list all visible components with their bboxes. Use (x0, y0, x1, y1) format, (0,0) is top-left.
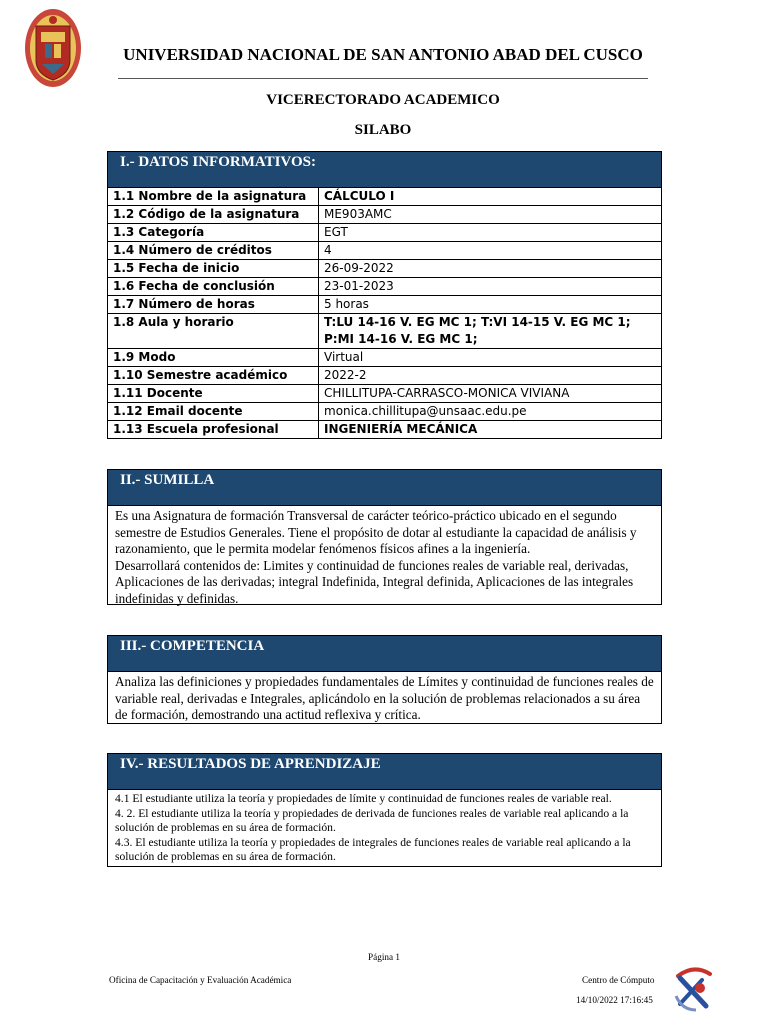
table-row (108, 385, 662, 403)
table-row (108, 349, 662, 367)
office-title: VICERECTORADO ACADEMICO (266, 92, 500, 108)
table-row (108, 224, 662, 242)
row-label: 1.6 Fecha de conclusión (108, 278, 319, 296)
table-row (108, 367, 662, 385)
university-crest-logo (24, 8, 82, 88)
row-value: 2022-2 (319, 367, 662, 385)
section-1-header (107, 151, 662, 188)
row-value: 4 (319, 242, 662, 260)
section-1-title: I.- DATOS INFORMATIVOS: (120, 154, 316, 170)
table-row (108, 206, 662, 224)
row-label: 1.13 Escuela profesional (108, 421, 319, 439)
list-item: 4.3. El estudiante utiliza la teoría y propiedades de integrales de funciones reales de variable real aplicando a la solución de problemas en su área de formación. (115, 835, 631, 863)
section-3-header (107, 635, 662, 672)
university-name: UNIVERSIDAD NACIONAL DE SAN ANTONIO ABAD DEL CUSCO (123, 45, 643, 64)
table-row (108, 314, 662, 349)
row-value: CHILLITUPA-CARRASCO-MONICA VIVIANA (319, 385, 662, 403)
row-label: 1.2 Código de la asignatura (108, 206, 319, 224)
row-value: EGT (319, 224, 662, 242)
competencia-text-box (107, 671, 662, 724)
row-label: 1.9 Modo (108, 349, 319, 367)
row-value: 23-01-2023 (319, 278, 662, 296)
section-4-title: IV.- RESULTADOS DE APRENDIZAJE (120, 756, 381, 772)
row-value: ME903AMC (319, 206, 662, 224)
footer-timestamp: 14/10/2022 17:16:45 (576, 995, 653, 1005)
list-item: 4.1 El estudiante utiliza la teoría y propiedades de límite y continuidad de funciones reales de variable real. (115, 792, 612, 805)
footer-center: Centro de Cómputo (582, 975, 655, 985)
section-3-title: III.- COMPETENCIA (120, 638, 265, 654)
row-label: 1.11 Docente (108, 385, 319, 403)
competencia-paragraph: Analiza las definiciones y propiedades fundamentales de Límites y continuidad de funciones reales de variable real, derivadas e Integrales, aplicándolo en la solución de problemas relacionados a su área de formación, demostrando una actitud reflexiva y crítica. (115, 674, 654, 723)
row-label: 1.3 Categoría (108, 224, 319, 242)
row-value: 26-09-2022 (319, 260, 662, 278)
row-value: CÁLCULO I (319, 188, 662, 206)
row-value: Virtual (319, 349, 662, 367)
sumilla-paragraph-2: Desarrollará contenidos de: Limites y continuidad de funciones reales de variable real, derivadas, Aplicaciones de las derivadas; integral Indefinida, Integral definida, Aplicaciones de las integrales indefinidas y definidas. (115, 557, 634, 606)
row-label: 1.4 Número de créditos (108, 242, 319, 260)
table-row (108, 296, 662, 314)
table-row (108, 188, 662, 206)
row-label: 1.10 Semestre académico (108, 367, 319, 385)
section-2-header (107, 469, 662, 506)
table-row (108, 421, 662, 439)
row-value: T:LU 14-16 V. EG MC 1; T:VI 14-15 V. EG MC 1; P:MI 14-16 V. EG MC 1; (319, 314, 662, 349)
course-info-table (107, 187, 662, 439)
page-number: Página 1 (368, 952, 400, 962)
computing-center-logo (672, 966, 716, 1012)
table-row (108, 260, 662, 278)
sumilla-paragraph-1: Es una Asignatura de formación Transversal de carácter teórico-práctico ubicado en el segundo semestre de Estudios Generales. Tiene el propósito de dotar al estudiante la capacidad de análisis y razonamiento, que le permita modelar fenómenos físicos afines a la ingeniería. (115, 508, 637, 557)
row-label: 1.8 Aula y horario (108, 314, 319, 349)
section-4-header (107, 753, 662, 790)
section-2-title: II.- SUMILLA (120, 472, 215, 488)
table-row (108, 403, 662, 421)
table-row (108, 242, 662, 260)
row-label: 1.5 Fecha de inicio (108, 260, 319, 278)
header-divider (118, 78, 648, 79)
table-row (108, 278, 662, 296)
document-type: SILABO (354, 122, 412, 138)
row-label: 1.12 Email docente (108, 403, 319, 421)
sumilla-text-box (107, 505, 662, 605)
row-value: monica.chillitupa@unsaac.edu.pe (319, 403, 662, 421)
footer-office: Oficina de Capacitación y Evaluación Académica (109, 975, 292, 985)
list-item: 4. 2. El estudiante utiliza la teoría y propiedades de derivada de funciones reales de variable real aplicando a la solución de problemas en su área de formación. (115, 806, 629, 834)
row-value: 5 horas (319, 296, 662, 314)
row-label: 1.7 Número de horas (108, 296, 319, 314)
row-label: 1.1 Nombre de la asignatura (108, 188, 319, 206)
resultados-text-box (107, 789, 662, 867)
row-value: INGENIERÍA MECÁNICA (319, 421, 662, 439)
